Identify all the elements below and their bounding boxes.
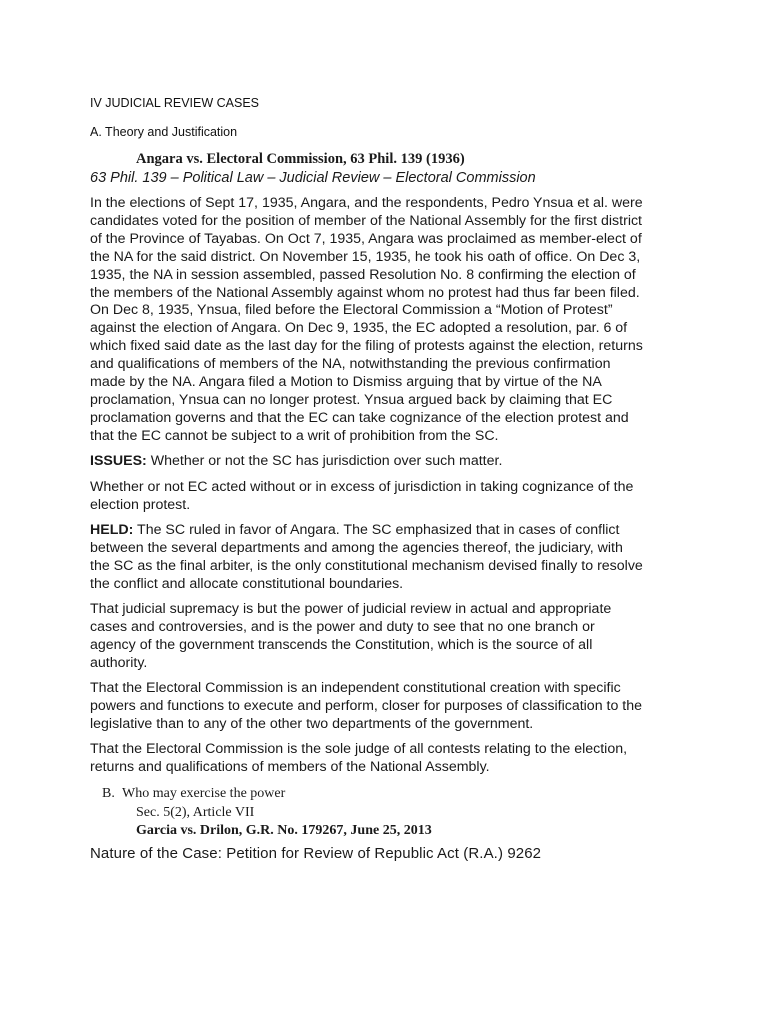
facts-line: made by the NA. Angara filed a Motion to Dismiss arguing that by virtue of the NA — [90, 374, 602, 391]
section-heading: IV JUDICIAL REVIEW CASES — [90, 96, 260, 110]
facts-line: the members of the National Assembly against whom no protest had thus far been filed. — [90, 284, 640, 301]
facts-line: that the EC cannot be subject to a writ of prohibition from the SC. — [90, 427, 499, 444]
independent-paragraph — [90, 680, 690, 734]
facts-line: candidates voted for the position of member of the National Assembly for the first district — [90, 212, 643, 229]
held-paragraph — [90, 522, 690, 594]
issue2-line: Whether or not EC acted without or in excess of jurisdiction in taking cognizance of the — [90, 479, 634, 495]
facts-line: the NA for the said district. On November 15, 1935, he took his oath of office. On Dec 3, — [90, 248, 641, 265]
issues-paragraph — [90, 453, 690, 471]
issue-line — [90, 453, 690, 471]
facts-line: against the election of Angara. On Dec 9, 1935, the EC adopted a resolution, par. 6 of — [90, 320, 628, 337]
held-label: HELD: — [90, 522, 134, 538]
section-reference: Sec. 5(2), Article VII — [136, 805, 255, 820]
held-line: the SC as the final arbiter, is the only constitutional mechanism devised finally to resolve — [90, 557, 643, 574]
held-line: the conflict and allocate constitutional boundaries. — [90, 575, 404, 592]
supremacy-line: agency of the government transcends the Constitution, which is the source of all — [90, 636, 593, 653]
supremacy-line: authority. — [90, 654, 148, 671]
issues-label: ISSUES: — [90, 453, 147, 469]
outline-text: Who may exercise the power — [122, 786, 286, 801]
independent-line: powers and functions to execute and perform, closer for purposes of classification to the — [90, 697, 643, 714]
subsection-heading: A. Theory and Justification — [90, 125, 238, 139]
facts-line: In the elections of Sept 17, 1935, Angara, and the respondents, Pedro Ynsua et al. were — [90, 195, 643, 211]
held-text: The SC ruled in favor of Angara. The SC emphasized that in cases of conflict — [133, 522, 620, 538]
facts-line: and qualifications of members of the NA, notwithstanding the previous confirmation — [90, 356, 611, 373]
independent-line: That the Electoral Commission is an independent constitutional creation with specific — [90, 680, 621, 696]
sole-judge-paragraph — [90, 741, 690, 777]
case2-title: Garcia vs. Drilon, G.R. No. 179267, June 25, 2013 — [136, 823, 432, 838]
supremacy-line: cases and controversies, and is the power and duty to see that no one branch or — [90, 618, 595, 635]
facts-line: of the Province of Tayabas. On Oct 7, 1935, Angara was proclaimed as member-elect of — [90, 230, 642, 247]
independent-line: legislative than to any of the other two departments of the government. — [90, 715, 534, 732]
facts-line: which fixed said date as the last day for the filing of protests against the election, returns — [90, 338, 643, 355]
issue-text: Whether or not the SC has jurisdiction over such matter. — [146, 453, 503, 469]
facts-line: On Dec 8, 1935, Ynsua, filed before the Electoral Commission a “Motion of Protest” — [90, 302, 613, 319]
facts-line: 1935, the NA in session assembled, passed Resolution No. 8 confirming the election of — [90, 266, 636, 283]
supremacy-line: That judicial supremacy is but the power of judicial review in actual and appropriate — [90, 601, 612, 617]
held-line: between the several departments and among the agencies thereof, the judiciary, with — [90, 539, 623, 556]
outline-item-b — [102, 786, 285, 802]
nature-of-case: Nature of the Case: Petition for Review of Republic Act (R.A.) 9262 — [90, 845, 542, 862]
supremacy-paragraph — [90, 601, 690, 673]
sole-judge-line: returns and qualifications of members of the National Assembly. — [90, 758, 490, 775]
outline-letter: B. — [102, 786, 115, 801]
case-title: Angara vs. Electoral Commission, 63 Phil. 139 (1936) — [136, 151, 465, 167]
sole-judge-line: That the Electoral Commission is the sole judge of all contests relating to the election, — [90, 741, 628, 757]
facts-paragraph — [90, 195, 690, 446]
case-subtitle: 63 Phil. 139 – Political Law – Judicial Review – Electoral Commission — [90, 170, 536, 186]
issue2-line: election protest. — [90, 496, 191, 513]
issue2-paragraph — [90, 479, 690, 515]
facts-line: proclamation, Ynsua can no longer protest. Ynsua argued back by claiming that EC — [90, 391, 613, 408]
held-line — [90, 522, 690, 540]
facts-line: proclamation governs and that the EC can take cognizance of the election protest and — [90, 409, 629, 426]
